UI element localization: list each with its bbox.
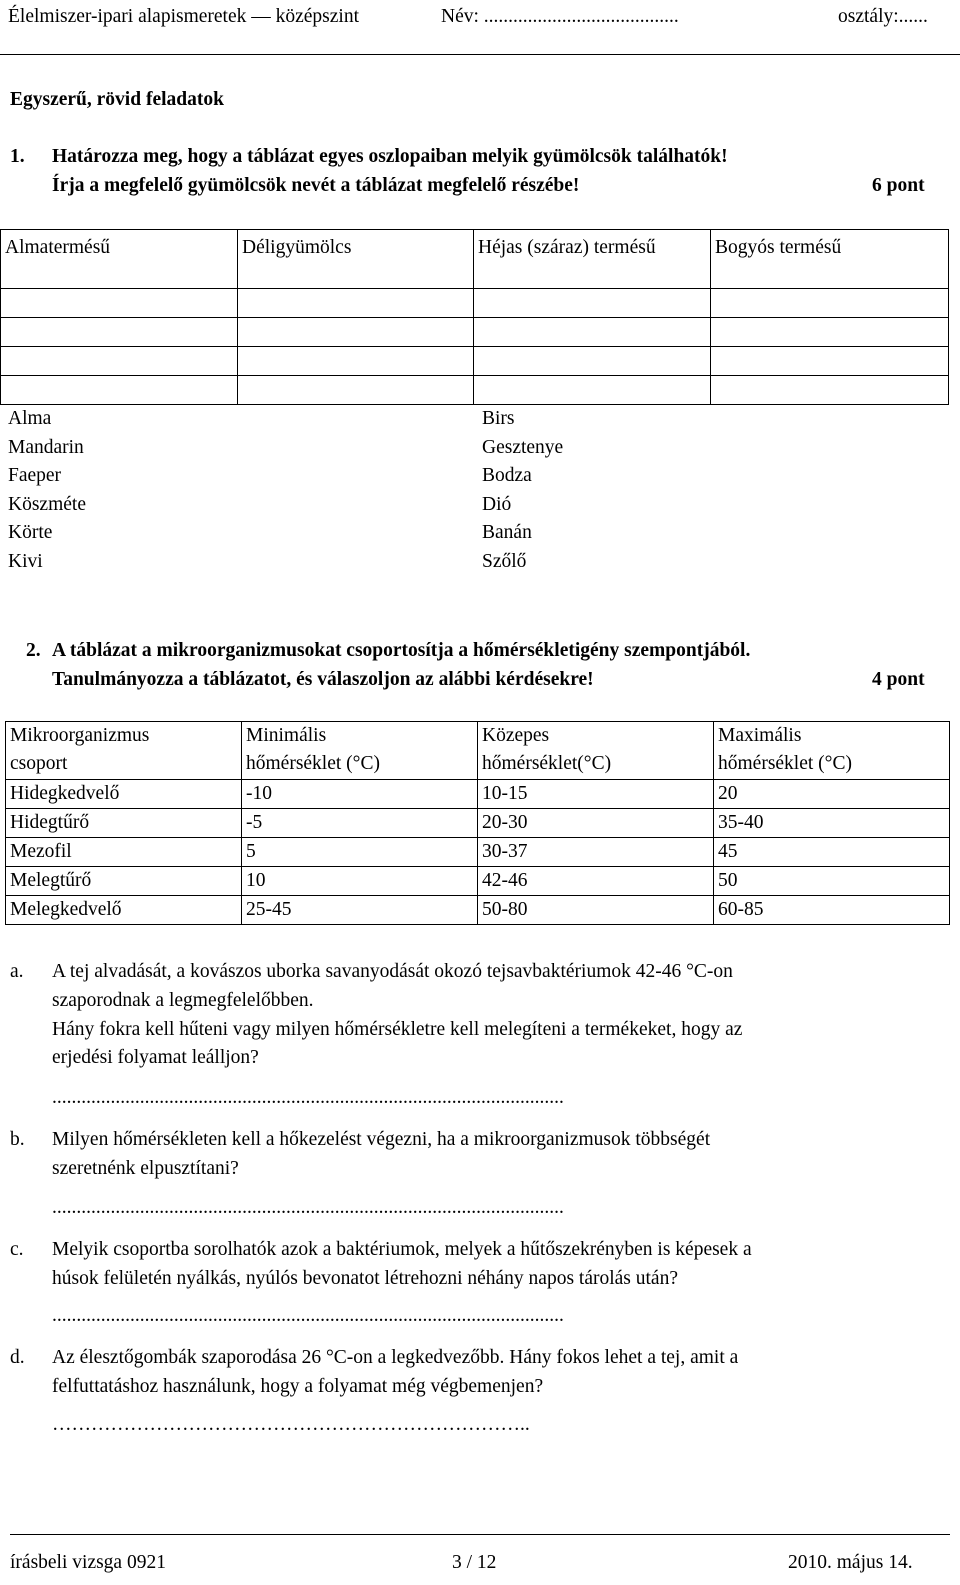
task1-line1: Határozza meg, hogy a táblázat egyes oszlopaiban melyik gyümölcsök találhatók!: [52, 146, 728, 167]
cell-mid: 10-15: [478, 780, 714, 809]
answer-cell[interactable]: [474, 289, 711, 318]
answer-line-b[interactable]: .........................................................................................................: [52, 1197, 564, 1218]
fruit-item: Gesztenye: [482, 436, 564, 458]
answer-cell[interactable]: [711, 289, 949, 318]
answer-cell[interactable]: [1, 289, 238, 318]
answer-cell[interactable]: [1, 376, 238, 405]
question-d-label: d.: [10, 1347, 25, 1368]
footer-exam: írásbeli vizsga 0921: [10, 1552, 166, 1573]
cell-max: 20: [714, 780, 950, 809]
cell-group: Hidegtűrő: [6, 809, 242, 838]
fruit-item: Dió: [482, 493, 512, 515]
table-row: [6, 867, 950, 896]
header-name-field: Név: ........................................: [441, 6, 679, 27]
fruit-list-right: [482, 405, 563, 577]
header-min: Minimális hőmérséklet (°C): [242, 722, 478, 780]
fruit-answer-row: [1, 289, 949, 318]
col-hejas: Héjas (száraz) termésű: [474, 230, 711, 289]
question-a-label: a.: [10, 961, 24, 982]
cell-group: Hidegkedvelő: [6, 780, 242, 809]
question-b-text: Milyen hőmérsékleten kell a hőkezelést végezni, ha a mikroorganizmusok többségét szeretnénk elpusztítani?: [52, 1129, 711, 1179]
fruit-table-header: [1, 230, 949, 289]
fruit-item: Banán: [482, 522, 532, 544]
cell-mid: 30-37: [478, 838, 714, 867]
question-c-label: c.: [10, 1239, 24, 1260]
fruit-item: Birs: [482, 408, 515, 429]
table-row: [6, 896, 950, 925]
footer-divider: [10, 1534, 950, 1535]
fruit-item: Faeper: [8, 465, 62, 487]
temperature-table-header: [6, 722, 950, 780]
answer-cell[interactable]: [474, 376, 711, 405]
question-d-text: Az élesztőgombák szaporodása 26 °C-on a legkedvezőbb. Hány fokos lehet a tej, amit a felfuttatáshoz használunk, hogy a folyamat még végbemenjen?: [52, 1347, 739, 1397]
answer-cell[interactable]: [474, 347, 711, 376]
answer-cell[interactable]: [238, 376, 474, 405]
fruit-item: Szőlő: [482, 550, 527, 572]
cell-mid: 20-30: [478, 809, 714, 838]
fruit-table: [0, 229, 949, 405]
answer-cell[interactable]: [474, 318, 711, 347]
fruit-item: Körte: [8, 522, 53, 544]
question-b-label: b.: [10, 1129, 25, 1150]
cell-max: 35-40: [714, 809, 950, 838]
cell-group: Melegkedvelő: [6, 896, 242, 925]
footer-page-number: 3 / 12: [452, 1552, 497, 1573]
task2-number: 2.: [26, 640, 41, 661]
cell-min: 25-45: [242, 896, 478, 925]
answer-cell[interactable]: [238, 289, 474, 318]
cell-min: -10: [242, 780, 478, 809]
cell-min: 10: [242, 867, 478, 896]
answer-cell[interactable]: [711, 376, 949, 405]
task1-number: 1.: [10, 146, 25, 167]
col-bogyos: Bogyós termésű: [711, 230, 949, 289]
answer-line-a[interactable]: .........................................................................................................: [52, 1087, 564, 1108]
col-deligyumolcs: Déligyümölcs: [238, 230, 474, 289]
cell-min: -5: [242, 809, 478, 838]
cell-group: Melegtűrő: [6, 867, 242, 896]
header-subject: Élelmiszer-ipari alapismeretek — középszint: [8, 6, 360, 27]
fruit-list-left: [8, 405, 86, 577]
question-a-text: A tej alvadását, a kovászos uborka savanyodását okozó tejsavbaktériumok 42-46 °C-on szaporodnak a legmegfelelőbben. Hány fokra kell hűteni vagy milyen hőmérsékletre kell melegíteni a termékeket, hogy az erjedési folyamat leálljon?: [52, 961, 743, 1069]
cell-mid: 50-80: [478, 896, 714, 925]
header-divider: [0, 54, 960, 55]
cell-group: Mezofil: [6, 838, 242, 867]
footer-date: 2010. május 14.: [788, 1552, 913, 1573]
answer-line-d[interactable]: ………………………………………………………………..: [52, 1414, 530, 1435]
answer-cell[interactable]: [1, 318, 238, 347]
task2-line1: A táblázat a mikroorganizmusokat csoportosítja a hőmérsékletigény szempontjából.: [52, 640, 751, 661]
fruit-item: Bodza: [482, 465, 532, 487]
answer-cell[interactable]: [711, 347, 949, 376]
answer-cell[interactable]: [711, 318, 949, 347]
temperature-table: [5, 721, 950, 925]
fruit-item: Köszméte: [8, 493, 86, 515]
task2-line2: Tanulmányozza a táblázatot, és válaszoljon az alábbi kérdésekre!: [52, 669, 594, 690]
answer-line-c[interactable]: .........................................................................................................: [52, 1305, 564, 1326]
task1-line2: Írja a megfelelő gyümölcsök nevét a táblázat megfelelő részébe!: [52, 175, 580, 196]
answer-cell[interactable]: [238, 318, 474, 347]
question-c-text: Melyik csoportba sorolhatók azok a baktériumok, melyek a hűtőszekrényben is képesek a húsok felületén nyálkás, nyúlós bevonatot létrehozni néhány napos tárolás után?: [52, 1239, 752, 1289]
answer-cell[interactable]: [238, 347, 474, 376]
fruit-answer-row: [1, 376, 949, 405]
header-max: Maximális hőmérséklet (°C): [714, 722, 950, 780]
answer-cell[interactable]: [1, 347, 238, 376]
fruit-answer-row: [1, 347, 949, 376]
header-mid: Közepes hőmérséklet(°C): [478, 722, 714, 780]
fruit-item: Alma: [8, 408, 52, 429]
table-row: [6, 838, 950, 867]
cell-max: 50: [714, 867, 950, 896]
cell-mid: 42-46: [478, 867, 714, 896]
task2-points: 4 pont: [872, 669, 925, 690]
section-title: Egyszerű, rövid feladatok: [10, 89, 224, 110]
table-row: [6, 809, 950, 838]
header-group: Mikroorganizmus csoport: [6, 722, 242, 780]
fruit-item: Kivi: [8, 550, 43, 572]
task1-points: 6 pont: [872, 175, 925, 196]
fruit-answer-row: [1, 318, 949, 347]
table-row: [6, 780, 950, 809]
col-almatermesu: Almatermésű: [1, 230, 238, 289]
cell-max: 60-85: [714, 896, 950, 925]
fruit-item: Mandarin: [8, 436, 84, 458]
header-class-field: osztály:......: [838, 6, 928, 27]
cell-max: 45: [714, 838, 950, 867]
cell-min: 5: [242, 838, 478, 867]
